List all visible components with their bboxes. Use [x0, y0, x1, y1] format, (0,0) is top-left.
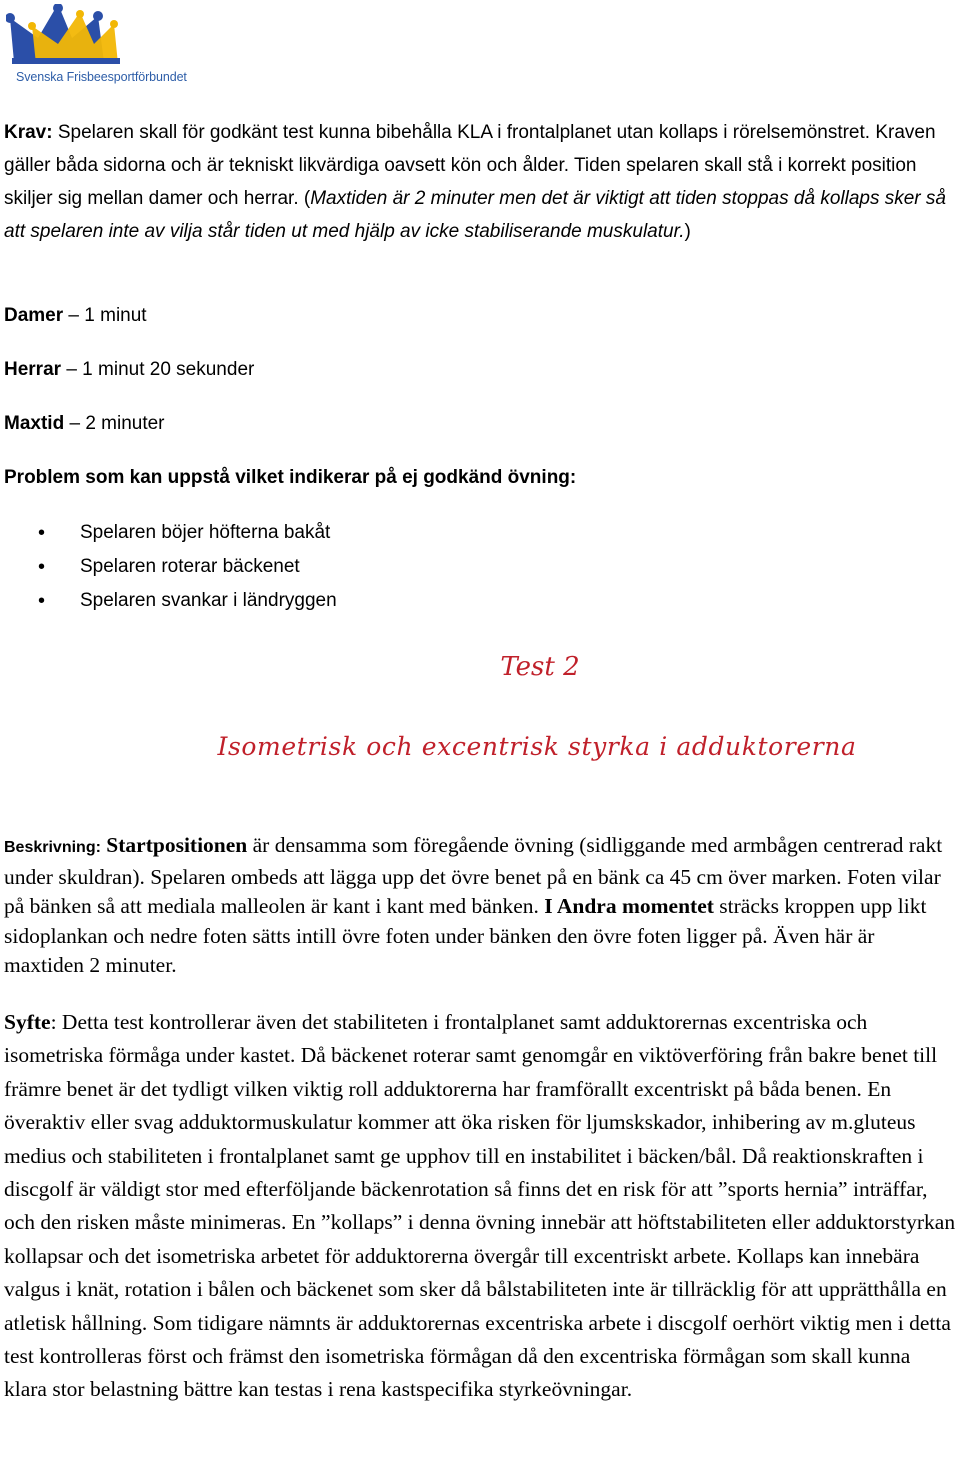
- description-text-2: sträcks kroppen upp likt sidoplankan och nedre foten sätts intill övre foten under bänken den övre foten ligger på. Även här är maxtiden 2 minuter.: [4, 894, 927, 977]
- problem-heading-text: Problem som kan uppstå vilket indikerar på ej godkänd övning:: [4, 467, 577, 488]
- time-dash: –: [61, 359, 83, 380]
- time-label: Maxtid: [4, 413, 65, 434]
- syfte-paragraph: [4, 1006, 956, 1407]
- description-bold-2: I Andra momentet: [544, 894, 714, 918]
- time-value: 1 minut 20 sekunder: [82, 359, 255, 380]
- list-item: • Spelaren böjer höfterna bakåt: [0, 518, 337, 552]
- krav-label: Krav:: [4, 122, 53, 143]
- syfte-text: : Detta test kontrollerar även det stabiliteten i frontalplanet samt adduktorernas excentriska och isometriska förmåga under kastet. Då bäckenet roterar samt genomgår en viktöverföring från bakre benet till främre benet är det tydligt vilken viktig roll adduktorerna har framförallt excentriskt på båda benen. En överaktiv eller svag adduktormuskulatur kommer att öka risken för ljumskskador, inhibering av m.gluteus medius och stabiliteten i frontalplanet samt ge upphov till en instabilitet i bäcken/bål. Då reaktionskraften i discgolf är väldigt stor med efterföljande bäckenrotation så finns det en risk för att ”sports hernia” inträffar, och den risken måste minimeras. En ”kollaps” i denna övning innebär att höftstabiliteten eller adduktorstyrkan kollapsar och det isometriska arbetet för adduktorerna övergår till excentriskt arbete. Kollaps kan innebära valgus i knät, rotation i bålen och bäckenet som sker då bålstabiliteten inte är tillräcklig för att upprätthålla en atletisk hållning. Som tidigare nämnts är adduktorernas excentriska arbete i discgolf oerhört viktig men i detta test kontrolleras först och främst den isometriska förmågan då den excentriska förmågan som skall kunna klara stor belastning bättre kan testas i rena kastspecifika styrkeövningar.: [4, 1010, 956, 1402]
- time-row-maxtid: [4, 413, 165, 435]
- description-bold-1: Startpositionen: [106, 833, 248, 857]
- description-section: [4, 831, 956, 981]
- problem-list: [0, 518, 337, 620]
- krav-paragraph: [4, 116, 956, 248]
- federation-logo: [6, 4, 221, 88]
- syfte-label: Syfte: [4, 1010, 51, 1034]
- crown-icon: [6, 4, 221, 74]
- time-label: Herrar: [4, 359, 62, 380]
- krav-text: Spelaren skall för godkänt test kunna bibehålla KLA i frontalplanet utan kollaps i rörelsemönstret. Kraven gäller båda sidorna och är tekniskt likvärdiga oavsett kön och ålder. Tiden spelaren skall stå i korrekt position skiljer sig mellan damer och herrar. (: [4, 122, 936, 209]
- description-label: Beskrivning:: [4, 839, 101, 856]
- krav-italic-note: Maxtiden är 2 minuter men det är viktigt att tiden stoppas då kollaps sker så att spelaren inte av vilja står tiden ut med hjälp av icke stabiliserande muskulatur.: [4, 188, 946, 242]
- time-row-damer: [4, 305, 147, 327]
- syfte-section: [4, 1006, 956, 1407]
- krav-section: [4, 116, 956, 248]
- problem-heading: [4, 467, 576, 489]
- time-value: 2 minuter: [85, 413, 165, 434]
- time-row-herrar: [4, 359, 254, 381]
- time-value: 1 minut: [84, 305, 147, 326]
- test-title: Test 2: [500, 652, 580, 682]
- krav-close: ): [684, 221, 691, 242]
- list-item: • Spelaren roterar bäckenet: [0, 552, 337, 586]
- time-dash: –: [64, 413, 86, 434]
- test-subtitle: Isometrisk och excentrisk styrka i adduktorerna: [217, 732, 857, 761]
- description-text-1: är densamma som föregående övning (sidliggande med armbågen centrerad rakt under skuldran). Spelaren ombeds att lägga upp det övre benet på en bänk ca 45 cm över marken. Foten vilar på bänken så att mediala malleolen är kant i kant med bänken.: [4, 833, 943, 918]
- logo-text: Svenska Frisbeesportförbundet: [16, 70, 187, 84]
- time-label: Damer: [4, 305, 64, 326]
- time-dash: –: [63, 305, 85, 326]
- description-paragraph: [4, 831, 956, 981]
- list-item: • Spelaren svankar i ländryggen: [0, 586, 337, 620]
